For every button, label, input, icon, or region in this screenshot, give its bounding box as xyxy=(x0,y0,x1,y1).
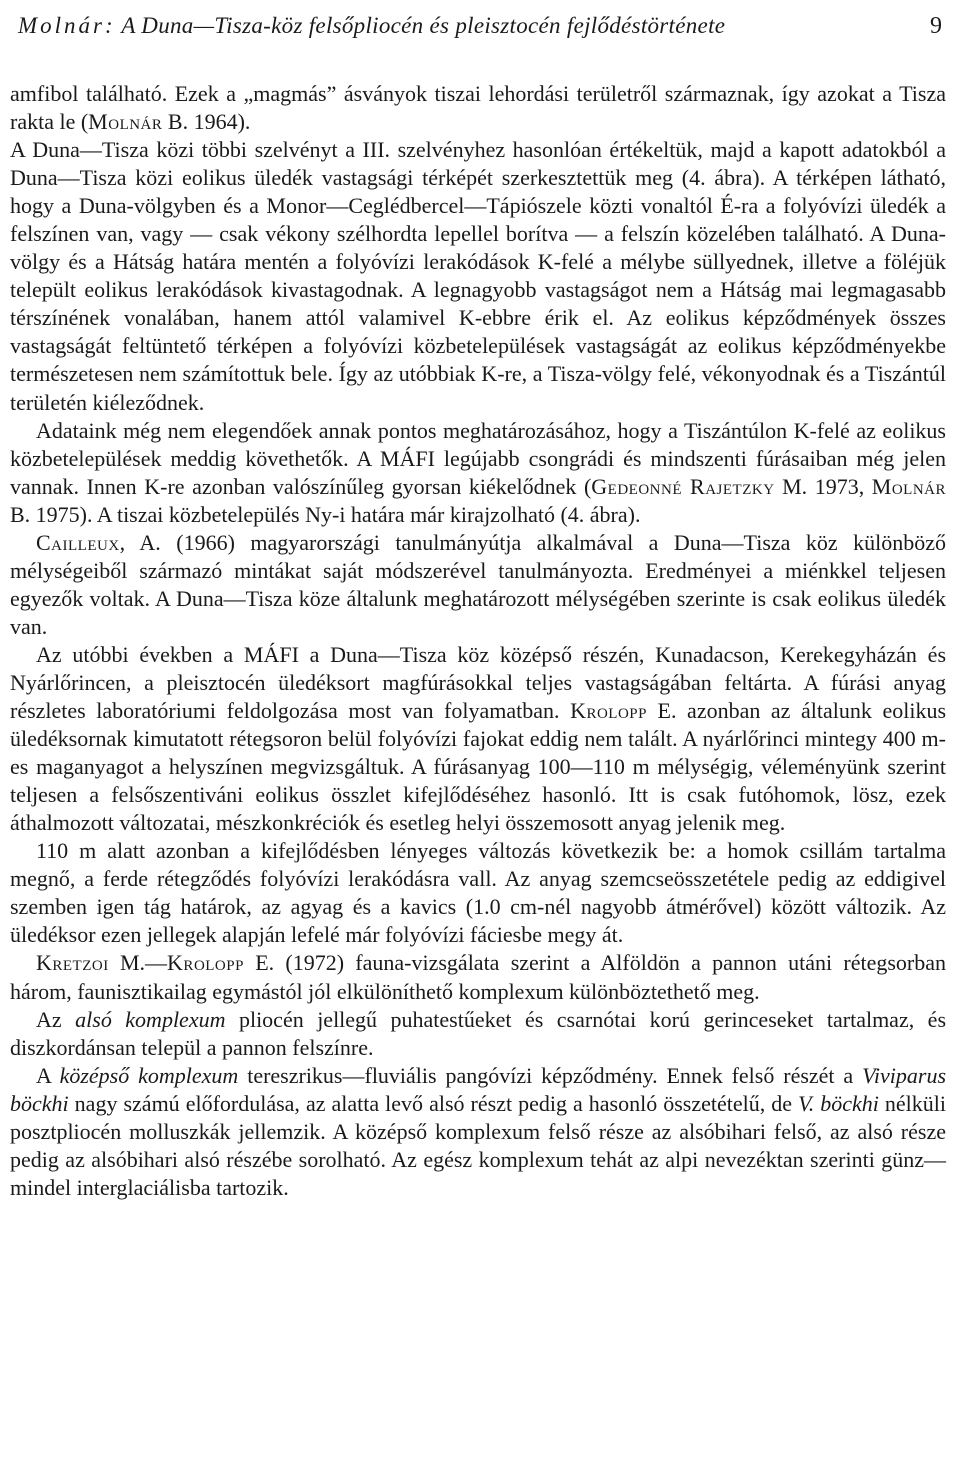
paragraph xyxy=(10,949,946,1005)
author-name: Kretzoi xyxy=(36,950,109,976)
paragraph-text: B. 1964). xyxy=(162,109,251,135)
body-text xyxy=(10,80,946,1202)
paragraph xyxy=(10,417,946,529)
paragraph xyxy=(10,1062,946,1202)
paragraph-text: amfibol található. Ezek a „magmás” ásványok tiszai lehordási területről származnak, így azokat a Tisza rakta le ( xyxy=(10,81,946,135)
italic-term: V. böckhi xyxy=(798,1090,879,1116)
paragraph xyxy=(10,837,946,949)
paragraph-text: E. azonban az általunk eolikus üledéksornak kimutatott rétegsoron belül folyóvízi fajokat eddig nem talált. A nyárlőrinci mintegy 400 m-es maganyagot a helyszínen megvizsgáltuk. A fúrásanyag 100—110 m mélységig, véleményünk szerint teljesen a felsőszentiváni eolikus összlet kifejlődéséhez hasonló. Itt is csak futóhomok, lösz, ezek áthalmozott változatai, mészkonkréciók és esetleg helyi összemosott anyag jelenik meg. xyxy=(10,698,947,836)
paragraph-text: tereszrikus—fluviális pangóvízi képződmény. Ennek felső részét a xyxy=(238,1062,863,1088)
italic-term: alsó komplexum xyxy=(75,1006,226,1032)
author-name: Krolopp xyxy=(167,950,244,976)
paragraph xyxy=(10,80,946,136)
author-name: Molnár xyxy=(88,109,163,135)
running-header xyxy=(18,8,942,44)
paragraph-text: Adataink még nem elegendőek annak pontos meghatározásához, hogy a Tiszántúlon K-felé az eolikus közbetelepülések meddig követhetők. A MÁFI legújabb csongrádi és mindszenti fúrásaiban még jelen vannak. Innen K-re azonban valószínűleg gyorsan kiékelődnek ( xyxy=(10,417,946,499)
author-name: Krolopp xyxy=(570,698,647,724)
paragraph-text: , A. (1966) magyarországi tanulmányútja alkalmával a Duna—Tisza köz különböző mélységeiből származó mintákat saját módszerével tanulmányozta. Eredményei a miénkkel teljesen egyezők voltak. A Duna—Tisza köze általunk meghatározott mélységében szerinte is csak eolikus üledék van. xyxy=(10,529,946,639)
paragraph-text: M.— xyxy=(108,950,168,976)
paragraph-text: B. 1975). A tiszai közbetelepülés Ny-i határa már kirajzolható (4. ábra). xyxy=(10,501,641,527)
author-name: Gedeonné Rajetzky xyxy=(591,473,775,499)
paragraph-text: nélküli posztpliocén molluszkák jellemzik. A középső komplexum felső része az alsóbihari felső, az alsó része pedig az alsóbihari alsó részébe sorolható. Az egész komplexum tehát az alpi nevezéktan szerinti günz—mindel interglaciálisba tartozik. xyxy=(10,1090,947,1200)
italic-term: Viviparus böckhi xyxy=(10,1062,947,1116)
paragraph-text: nagy számú előfordulása, az alatta levő alsó részt pedig a hasonló összetételű, de xyxy=(68,1090,799,1116)
author-name: Molnár xyxy=(871,473,947,499)
paragraph xyxy=(10,1006,946,1062)
header-title: A Duna—Tisza-köz felsőpliocén és pleisztocén fejlődéstörténete xyxy=(121,13,726,38)
paragraph-text: Az utóbbi években a MÁFI a Duna—Tisza köz középső részén, Kunadacson, Kerekegyházán és Nyárlőrincen, a pleisztocén üledéksort magfúrásokkal teljes vastagságában feltárta. A fúrási anyag részletes laboratóriumi feldolgozása most van folyamatban. xyxy=(10,641,946,724)
paragraph-text: A Duna—Tisza közi többi szelvényt a III. szelvényhez hasonlóan értékeltük, majd a kapott adatokból a Duna—Tisza közi eolikus üledék vastagsági térképét szerkesztettük meg (4. ábra). A térképen látható, hogy a Duna-völgyben és a Monor—Ceglédbercel—Tápiószele közti vonaltól É-ra a folyóvízi üledék a felszínen van, vagy — csak vékony szélhordta lepellel borítva — a felszín közelében található. A Duna-völgy és a Hátság határa mentén a folyóvízi lerakódások K-felé a mélybe süllyednek, illetve a föléjük települt eolikus lerakódások kivastagodnak. A legnagyobb vastagságot nem a Hátság mai legmagasabb térszínének vonalában, hanem attól valamivel K-ebbre érik el. Az eolikus képződmények összes vastagságát feltüntető térképen a folyóvízi közbetelepülések vastagságát az eolikus képződményekbe természetesen nem számítottuk bele. Így az utóbbiak K-re, a Tisza-völgy felé, vékonyodnak és a Tiszántúl területén kiéleződnek. xyxy=(10,137,946,415)
paragraph-text: A xyxy=(36,1062,60,1088)
paragraph-text: 110 m alatt azonban a kifejlődésben lényeges változás következik be: a homok csillám tartalma megnő, a ferde rétegződés folyóvízi lerakódásra vall. Az anyag szemcseösszetétele pedig az eddigivel szemben igen tág határok, az agyag és a kavics (1.0 cm-nél nagyobb átmérővel) között változik. Az üledéksor ezen jellegek alapján lefelé már folyóvízi fáciesbe megy át. xyxy=(10,838,946,948)
italic-term: középső komplexum xyxy=(59,1062,239,1088)
paragraph-text: E. (1972) fauna-vizsgálata szerint a Alföldön a pannon utáni rétegsorban három, faunisztikailag egymástól jól elkülöníthető komplexum különböztethető meg. xyxy=(10,950,947,1004)
paragraph-text: pliocén jellegű puhatestűeket és csarnótai korú gerinceseket tartalmaz, és diszkordánsan települ a pannon felszínre. xyxy=(10,1006,947,1060)
header-author: Molnár: xyxy=(18,13,116,38)
running-title xyxy=(18,13,725,39)
paragraph xyxy=(10,136,946,416)
paragraph-text: M. 1973, xyxy=(774,473,872,499)
author-name: Cailleux xyxy=(36,529,120,555)
paragraph xyxy=(10,641,946,837)
paragraph xyxy=(10,529,946,641)
page-number: 9 xyxy=(930,12,942,39)
paragraph-text: Az xyxy=(36,1006,76,1032)
